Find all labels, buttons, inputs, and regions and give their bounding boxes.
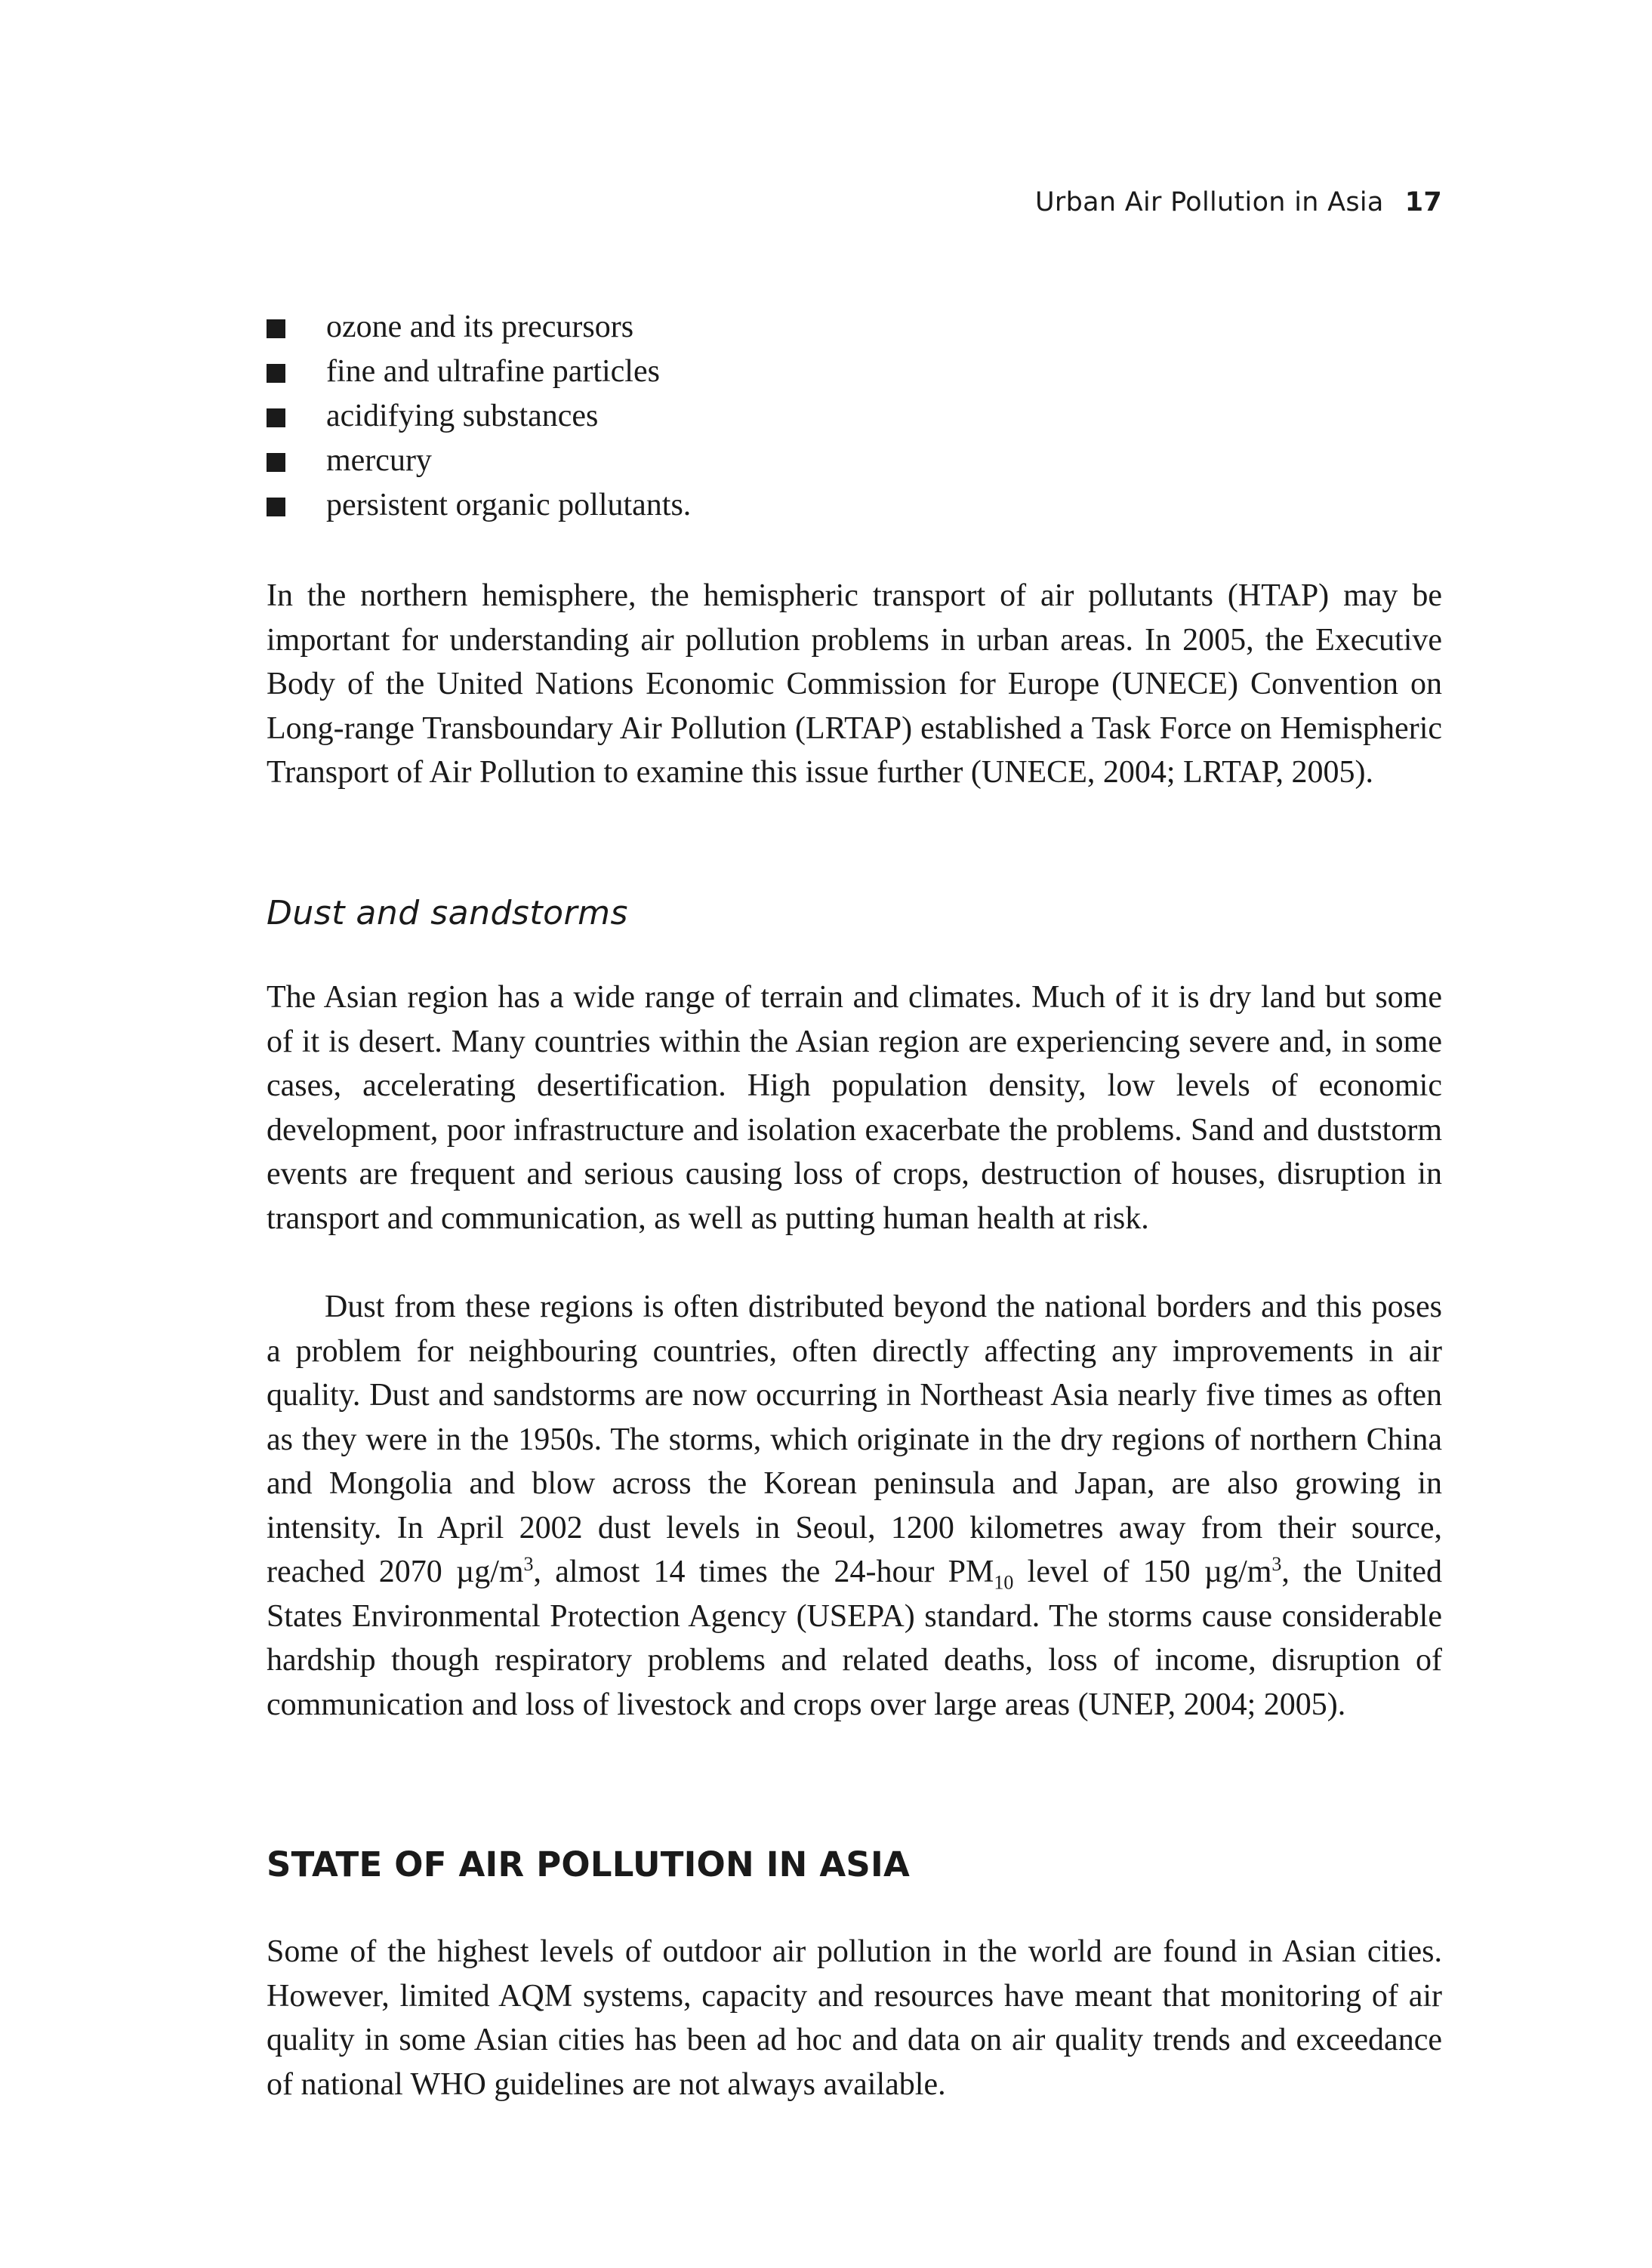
list-item: mercury (267, 439, 1442, 483)
square-bullet-icon (267, 453, 285, 472)
paragraph-dust-1: The Asian region has a wide range of terrain and climates. Much of it is dry land but some of it is desert. Many countries within the Asian region are experiencing severe and, in some cases, accelerating desertification. High population density, low levels of economic development, poor infrastructure and isolation exacerbate the problems. Sand and duststorm events are frequent and serious causing loss of crops, destruction of houses, disruption in transport and communication, as well as putting human health at risk. (267, 980, 1442, 1236)
list-item: acidifying substances (267, 394, 1442, 439)
square-bullet-icon (267, 319, 285, 338)
list-item: persistent organic pollutants. (267, 483, 1442, 528)
subheading-dust-and-sandstorms: Dust and sandstorms (267, 894, 628, 932)
section-heading-state-of-air-pollution: STATE OF AIR POLLUTION IN ASIA (267, 1844, 911, 1884)
paragraph-dust-2: Dust from these regions is often distributed beyond the national borders and this poses a problem for neighbouring countries, often directly affecting any improvements in air quality. Dust and sandstorms are now occurring in Northeast Asia nearly five times as often as they were in the 1950s. The storms, which originate in the dry regions of northern China and Mongolia and blow across the Korean peninsula and Japan, are also growing in intensity. In April 2002 dust levels in Seoul, 1200 kilometres away from their source, reached 2070 $\mu g/m^3$, almost 14 times the 24-hour $PM_{10}$ level of 150 $\mu g/m^3$, the United States Environmental Protection Agency (USEPA) standard. The storms cause considerable hardship though respiratory problems and related deaths, loss of income, disruption of communication and loss of livestock and crops over large areas (UNEP, 2004; 2005). (267, 1290, 1442, 1722)
square-bullet-icon (267, 364, 285, 383)
page-number: 17 (1404, 187, 1442, 217)
paragraph-htap: In the northern hemisphere, the hemispheric transport of air pollutants (HTAP) may be important for understanding air pollution problems in urban areas. In 2005, the Executive Body of the United Nations Economic Commission for Europe (UNECE) Convention on Long-range Transboundary Air Pollution (LRTAP) established a Task Force on Hemispheric Transport of Air Pollution to examine this issue further (UNECE, 2004; LRTAP, 2005). (267, 578, 1442, 790)
list-item: ozone and its precursors (267, 305, 1442, 350)
pollutant-bullet-list (267, 305, 1442, 528)
paragraph-state: Some of the highest levels of outdoor air pollution in the world are found in Asian cities. However, limited AQM systems, capacity and resources have meant that monitoring of air quality in some Asian cities has been ad hoc and data on air quality trends and exceedance of national WHO guidelines are not always available. (267, 1934, 1442, 2102)
list-item: fine and ultrafine particles (267, 350, 1442, 394)
running-head-title: Urban Air Pollution in Asia (1034, 187, 1384, 217)
square-bullet-icon (267, 498, 285, 516)
running-head (1035, 187, 1442, 217)
square-bullet-icon (267, 408, 285, 427)
